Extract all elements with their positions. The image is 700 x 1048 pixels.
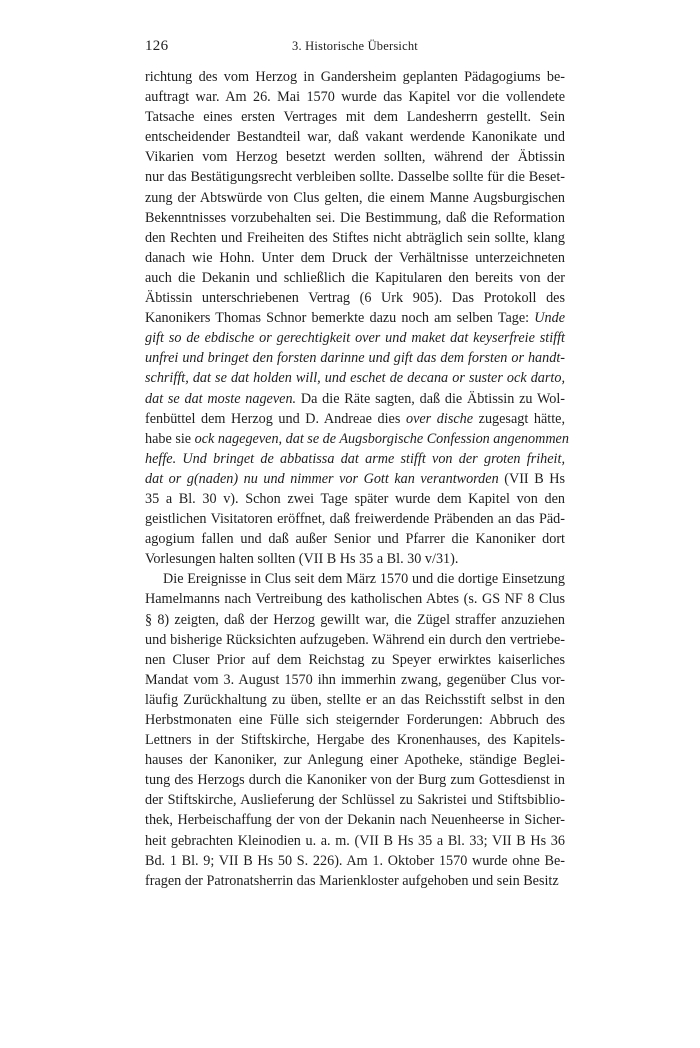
italic-quote-text: gift so de ebdische or gerechtigkeit over und maket dat keyserfreie stifft [145,330,565,347]
text-line [145,730,565,750]
line-text: Herbstmonaten eine Fülle sich steigernder Forderungen: Abbruch des [145,712,565,728]
text-line [145,650,565,670]
text-line [145,348,565,368]
text-line [145,288,565,308]
italic-quote-text: unfrei und bringet den forsten darinne und gift das dem forsten or handt- [145,350,565,367]
line-text: läufig Zurückhaltung zu üben, stellte er an das Reichsstift selbst in den [145,691,565,708]
line-text: 35 a Bl. 30 v). Schon zwei Tage später wurde dem Kapitel von den [145,490,565,507]
text-line [145,268,565,288]
line-text: der Stiftskirche, Auslieferung der Schlüssel zu Sakristei und Stiftsbiblio- [145,792,565,809]
text-line [145,107,565,127]
line-text: Vikarien vom Herzog besetzt werden sollten, während der Äbtissin [145,149,565,166]
line-text: den Rechten und Freiheiten des Stiftes nicht abträglich sein sollte, klang [145,229,565,246]
line-text: Tatsache eines ersten Vertrages mit dem Landesherrn gestellt. Sein [145,109,565,126]
text-line [145,871,565,891]
text-line [145,851,565,871]
line-text: zugesagt hätte, [473,410,565,427]
line-text: fenbüttel dem Herzog und D. Andreae dies [145,410,406,427]
line-text: Bekenntnisses vorzubehalten sei. Die Bestimmung, daß die Reformation [145,209,565,226]
line-text: Vorlesungen halten sollten (VII B Hs 35 a Bl. 30 v/31). [145,551,459,568]
italic-quote-text: heffe. Und bringet de abbatissa dat arme stifft von der groten friheit, [145,450,565,467]
text-line [145,409,565,429]
line-text: Mandat vom 3. August 1570 ihn immerhin zwang, gegenüber Clus vor- [145,671,565,688]
text-line [145,670,565,690]
line-text: Kanonikers Thomas Schnor bemerkte dazu noch am selben Tage: [145,310,535,327]
line-text: auftragt war. Am 26. Mai 1570 wurde das Kapitel vor die vollendete [145,89,565,106]
italic-quote-text: schrifft, dat se dat holden will, und eschet de decana or suster ock darto, [145,370,565,387]
text-line [145,67,565,87]
text-line [145,188,565,208]
text-line [145,449,565,469]
text-line [145,127,565,147]
text-line [145,469,565,489]
text-line [145,630,565,650]
text-line [145,509,565,529]
line-text: nur das Bestätigungsrecht verbleiben sollte. Dasselbe sollte für die Beset- [145,169,565,186]
line-text: tung des Herzogs durch die Kanoniker von der Burg zum Gottesdienst in [145,772,565,789]
text-line [145,790,565,810]
text-line [145,810,565,830]
text-line [145,831,565,851]
text-line [145,208,565,228]
text-line [145,167,565,187]
line-text: entscheidender Bestandteil war, daß vakant werdende Kanonikate und [145,129,565,146]
line-text: thek, Herbeischaffung der von der Dekanin nach Neuenheerse in Sicher- [145,812,565,829]
line-text: zung der Abtswürde von Clus gelten, die einem Manne Augsburgischen [145,189,565,206]
line-text: Hamelmanns nach Vertreibung des katholischen Abtes (s. GS NF 8 Clus [145,591,565,608]
line-text: Da die Räte sagten, daß die Äbtissin zu Wol- [296,390,565,407]
line-text: danach wie Hohn. Unter dem Druck der Verhältnisse unterzeichneten [145,249,565,266]
line-text: und bisherige Rücksichten aufzugeben. Während ein durch den vertriebe- [145,631,565,648]
text-line [145,147,565,167]
line-text: auch die Dekanin und schließlich die Kapitularen den bereits von der [145,269,565,286]
text-line [145,489,565,509]
text-line [145,569,565,589]
line-text: richtung des vom Herzog in Gandersheim geplanten Pädagogiums be- [145,69,565,85]
italic-quote-text: ock nagegeven, dat se de Augsborgische Confession angenommen [194,430,569,447]
line-text: § 8) zeigten, daß der Herzog gewillt war, die Zügel straffer anzuziehen [145,611,565,628]
page-header [145,38,565,58]
text-line [145,328,565,348]
line-text: Die Ereignisse in Clus seit dem März 1570 und die dortige Einsetzung [163,571,565,588]
text-line [145,710,565,730]
text-line [145,87,565,107]
text-line [145,308,565,328]
line-text: hauses der Kanoniker, zur Anlegung einer Apotheke, ständige Beglei- [145,752,565,769]
line-text: (VII B Hs [498,470,565,487]
line-text: heit gebrachten Kleinodien u. a. m. (VII B Hs 35 a Bl. 33; VII B Hs 36 [145,832,565,849]
italic-quote-text: over dische [405,410,474,427]
text-line [145,248,565,268]
italic-quote-text: Unde [534,310,565,327]
text-line [145,228,565,248]
page-number: 126 [145,38,169,54]
text-line [145,610,565,630]
line-text: Bd. 1 Bl. 9; VII B Hs 50 S. 226). Am 1. Oktober 1570 wurde ohne Be- [145,852,565,869]
body-text [145,67,569,891]
text-line [145,690,565,710]
text-line [145,529,565,549]
text-line [145,770,565,790]
line-text: geistlichen Visitatoren eröffnet, daß freiwerdende Präbenden an das Päd- [145,511,565,528]
text-line [145,549,565,569]
text-line [145,368,565,388]
text-line [145,429,569,449]
italic-quote-text: dat se dat moste nageven. [145,390,297,407]
line-text: Äbtissin unterschriebenen Vertrag (6 Urk 905). Das Protokoll des [145,290,565,307]
line-text: nen Cluser Prior auf dem Reichstag zu Speyer erwirktes kaiserliches [145,651,565,668]
line-text: agogium fallen und daß außer Senior und Pfarrer die Kanoniker dort [145,531,565,548]
line-text: Lettners in der Stiftskirche, Hergabe des Kronenhauses, des Kapitels- [145,732,565,749]
text-line [145,750,565,770]
text-line [145,389,565,409]
running-head: 3. Historische Übersicht [292,39,418,53]
text-line [145,589,565,609]
line-text: habe sie [145,430,195,447]
line-text: fragen der Patronatsherrin das Marienkloster aufgehoben und sein Besitz [145,872,559,889]
italic-quote-text: dat or g(naden) nu und nimmer vor Gott kan verantworden [145,470,499,487]
